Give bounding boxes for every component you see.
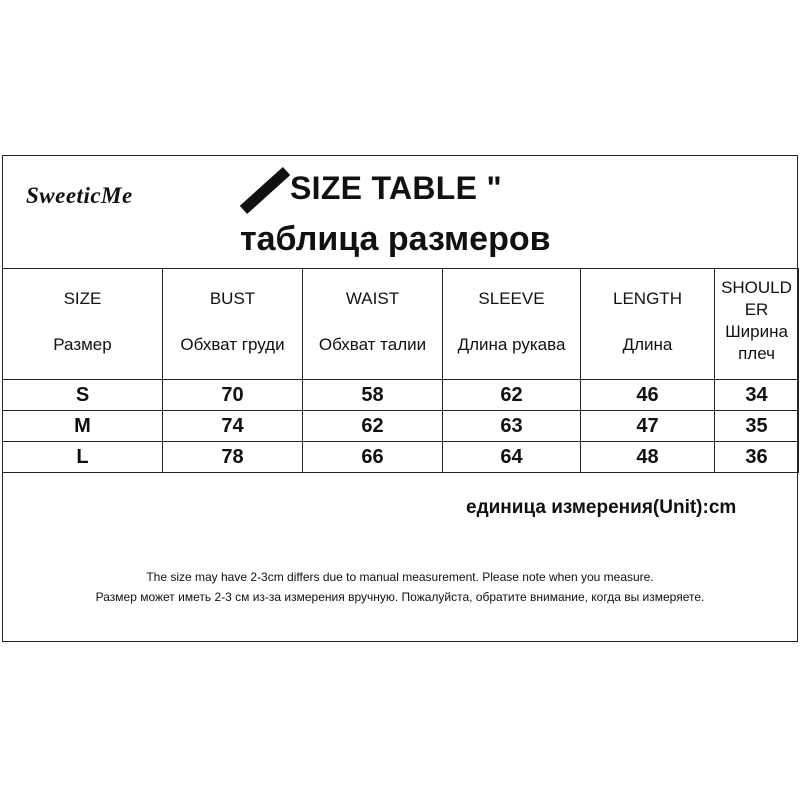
header-waist: WAIST Обхват талии	[303, 269, 443, 380]
size-table	[2, 268, 799, 473]
table-row: S 70 58 62 46 34	[3, 380, 799, 411]
slash-icon	[232, 167, 292, 217]
unit-note: единица измерения(Unit):cm	[466, 497, 737, 518]
header-shoulder: SHOULD ER Ширина плеч	[715, 269, 799, 380]
brand-logo: SweeticMe	[26, 183, 133, 208]
header-length: LENGTH Длина	[581, 269, 715, 380]
table-header-row	[3, 269, 799, 380]
note-english: The size may have 2-3cm differs due to manual measurement. Please note when you measure.	[146, 570, 654, 584]
header-bust: BUST Обхват груди	[163, 269, 303, 380]
header-size: SIZE Размер	[3, 269, 163, 380]
table-row: L 78 66 64 48 36	[3, 442, 799, 473]
title-english: SIZE TABLE "	[290, 170, 502, 206]
table-row: M 74 62 63 47 35	[3, 411, 799, 442]
title-russian: таблица размеров	[240, 220, 551, 258]
header-sleeve: SLEEVE Длина рукава	[443, 269, 581, 380]
note-russian: Размер может иметь 2-3 см из-за измерения вручную. Пожалуйста, обратите внимание, когда вы измеряете.	[95, 590, 705, 604]
